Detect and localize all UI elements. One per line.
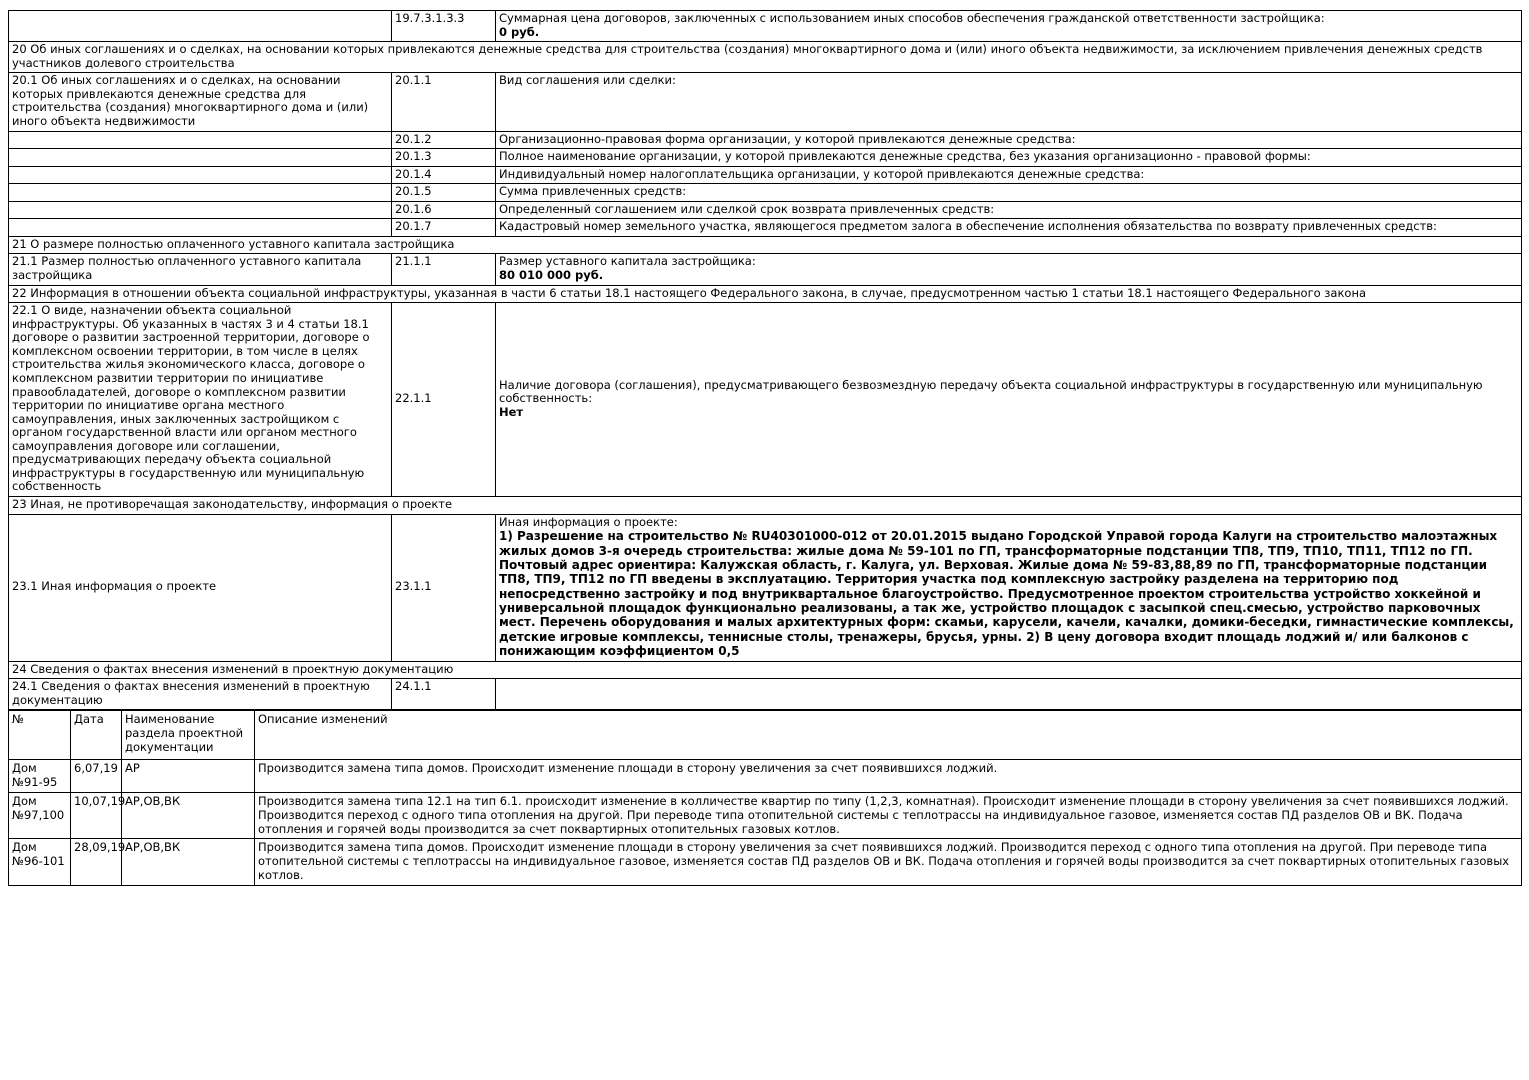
row-20-1-7-label-left	[9, 219, 392, 237]
section-24-header: 24 Сведения о фактах внесения изменений в проектную документацию	[9, 661, 1522, 679]
changes-row-description: Производится замена типа домов. Происходит изменение площади в сторону увеличения за счет появившихся лоджий.	[255, 760, 1522, 793]
table-row	[9, 184, 1522, 202]
table-row	[9, 166, 1522, 184]
row-20-1-3-text: Полное наименование организации, у которой привлекаются денежные средства, без указания организационно - правовой формы:	[496, 149, 1522, 167]
row-22-1-1-value: Нет	[499, 404, 524, 419]
row-22-1-1-code: 22.1.1	[392, 303, 496, 497]
row-19-content	[496, 11, 1522, 42]
changes-row-section: АР,ОВ,ВК	[122, 792, 255, 838]
row-23-1-1-text: 1) Разрешение на строительство № RU40301000-012 от 20.01.2015 выдано Городской Управой города Калуги на строительство малоэтажных жилых домов 3-я очередь строительства: жилые дома № 59-101 по ГП, трансформаторные подстанции ТП8, ТП9, ТП10, ТП11, ТП12 по ГП. Почтовый адрес ориентира: Калужская область, г. Калуга, ул. Верховая. Жилые дома № 59-83,88,89 по ГП, трансформаторные подстанции ТП8, ТП9, ТП12 по ГП введены в эксплуатацию. Территория участка под комплексную застройку разделена на территорию под непосредственно застройку и под внутриквартальное благоустройство. Предусмотренное проектом строительства устройство хоккейной и универсальной площадок функционально реализованы, а так же, устройство площадок с засыпкой спец.смесью, устройство парковочных мест. Перечень оборудования и малых архитектурных форм: скамьи, карусели, качели, качалки, домики-беседки, гимнастические комплексы, детские игровые комплексы, теннисные столы, тренажеры, брусья, урны. 2) В цену договора входит площадь лоджий и/ или балконов с понижающим коэффициентом 0,5	[499, 529, 1514, 659]
row-19-label: Суммарная цена договоров, заключенных с использованием иных способов обеспечения гражданской ответственности застройщика:	[499, 11, 1325, 25]
changes-header-date: Дата	[71, 711, 122, 760]
table-row	[9, 285, 1522, 303]
row-21-1-1-value: 80 010 000 руб.	[499, 268, 604, 282]
row-22-1-1-text: Наличие договора (соглашения), предусматривающего безвозмездную передачу объекта социальной инфраструктуры в государственную или муниципальную собственность:	[499, 377, 1483, 406]
changes-row-date: 6,07,19	[71, 760, 122, 793]
table-row	[9, 42, 1522, 73]
table-row	[9, 497, 1522, 515]
table-row	[9, 73, 1522, 131]
changes-row-description: Производится замена типа домов. Происходит изменение площади в сторону увеличения за счет появившихся лоджий. Производится переход с одного типа отопления на другой. При переводе типа отопительной системы с теплотрассы на индивидуальное газовое, изменяется состав ПД разделов ОВ и ВК. Подача отопления и горячей воды производится за счет поквартирных отопительных газовых котлов.	[255, 839, 1522, 885]
changes-table-header-row	[9, 711, 1522, 760]
project-declaration-table	[8, 10, 1522, 710]
table-row	[9, 303, 1522, 497]
section-21-1-label: 21.1 Размер полностью оплаченного уставного капитала застройщика	[9, 254, 392, 285]
row-23-1-1-title: Иная информация о проекте:	[499, 514, 678, 529]
table-row	[9, 514, 1522, 661]
row-20-1-1-text: Вид соглашения или сделки:	[496, 73, 1522, 131]
section-22-1-label: 22.1 О виде, назначении объекта социальной инфраструктуры. Об указанных в частях 3 и 4 статьи 18.1 договоре о развитии застроенной территории, договоре о комплексном освоении территории, в том числе в целях строительства жилья экономического класса, договоре о комплексном развитии территории по инициативе правообладателей, договоре о комплексном развитии территории по инициативе органа местного самоуправления, иных заключенных застройщиком с органом государственной власти или органом местного самоуправления договоре или соглашении, предусматривающих передачу объекта социальной инфраструктуры в государственную или муниципальную собственность	[9, 303, 392, 497]
section-20-1-label: 20.1 Об иных соглашениях и о сделках, на основании которых привлекаются денежные средства для строительства (создания) многоквартирного дома и (или) иного объекта недвижимости	[9, 73, 392, 131]
section-23-header: 23 Иная, не противоречащая законодательству, информация о проекте	[9, 497, 1522, 515]
table-row	[9, 201, 1522, 219]
section-24-1-label: 24.1 Сведения о фактах внесения изменений в проектную документацию	[9, 679, 392, 710]
row-20-1-5-code: 20.1.5	[392, 184, 496, 202]
section-21-header: 21 О размере полностью оплаченного уставного капитала застройщика	[9, 236, 1522, 254]
row-23-1-1-code: 23.1.1	[392, 514, 496, 661]
changes-row-section: АР,ОВ,ВК	[122, 839, 255, 885]
changes-row-num: Дом №96-101	[9, 839, 71, 885]
row-20-1-2-text: Организационно-правовая форма организации, у которой привлекаются денежные средства:	[496, 131, 1522, 149]
row-20-1-3-code: 20.1.3	[392, 149, 496, 167]
row-20-1-6-text: Определенный соглашением или сделкой срок возврата привлеченных средств:	[496, 201, 1522, 219]
section-23-1-label: 23.1 Иная информация о проекте	[9, 514, 392, 661]
changes-row-description: Производится замена типа 12.1 на тип 6.1. происходит изменение в колличестве квартир по типу (1,2,3, комнатная). Происходит изменение площади в сторону увеличения за счет появившихся лоджий. Производится переход с одного типа отопления на другой. При переводе типа отопительной системы с теплотрассы на индивидуальное газовое, изменяется состав ПД разделов ОВ и ВК. Подача отопления и горячей воды производится за счет поквартирных отопительных газовых котлов.	[255, 792, 1522, 838]
table-row	[9, 131, 1522, 149]
row-20-1-2-code: 20.1.2	[392, 131, 496, 149]
table-row	[9, 679, 1522, 710]
row-20-1-3-label-left	[9, 149, 392, 167]
table-row	[9, 219, 1522, 237]
row-19-label-left	[9, 11, 392, 42]
row-20-1-6-code: 20.1.6	[392, 201, 496, 219]
row-20-1-7-text: Кадастровый номер земельного участка, являющегося предметом залога в обеспечение исполнения обязательства по возврату привлеченных средств:	[496, 219, 1522, 237]
row-24-1-1-code: 24.1.1	[392, 679, 496, 710]
table-row	[9, 760, 1522, 793]
changes-header-description: Описание изменений	[255, 711, 1522, 760]
row-20-1-2-label-left	[9, 131, 392, 149]
changes-table	[8, 710, 1522, 885]
row-20-1-5-label-left	[9, 184, 392, 202]
table-row	[9, 839, 1522, 885]
table-row	[9, 149, 1522, 167]
row-20-1-1-code: 20.1.1	[392, 73, 496, 131]
changes-row-num: Дом №97,100	[9, 792, 71, 838]
row-23-1-1-content	[496, 514, 1522, 661]
changes-row-date: 10,07,19	[71, 792, 122, 838]
table-row	[9, 236, 1522, 254]
row-21-1-1-code: 21.1.1	[392, 254, 496, 285]
row-20-1-5-text: Сумма привлеченных средств:	[496, 184, 1522, 202]
row-20-1-4-label-left	[9, 166, 392, 184]
table-row	[9, 792, 1522, 838]
row-19-code: 19.7.3.1.3.3	[392, 11, 496, 42]
row-20-1-4-code: 20.1.4	[392, 166, 496, 184]
row-24-1-1-value	[496, 679, 1522, 710]
changes-row-section: АР	[122, 760, 255, 793]
row-20-1-7-code: 20.1.7	[392, 219, 496, 237]
table-row	[9, 254, 1522, 285]
table-row	[9, 11, 1522, 42]
row-20-1-4-text: Индивидуальный номер налогоплательщика организации, у которой привлекаются денежные средства:	[496, 166, 1522, 184]
changes-row-date: 28,09,19	[71, 839, 122, 885]
changes-header-section: Наименование раздела проектной документации	[122, 711, 255, 760]
row-19-value: 0 руб.	[499, 24, 540, 39]
section-22-header: 22 Информация в отношении объекта социальной инфраструктуры, указанная в части 6 статьи 18.1 настоящего Федерального закона, в случае, предусмотренном частью 1 статьи 18.1 настоящего Федерального закона	[9, 285, 1522, 303]
section-20-header: 20 Об иных соглашениях и о сделках, на основании которых привлекаются денежные средства для строительства (создания) многоквартирного дома и (или) иного объекта недвижимости, за исключением привлечения денежных средств участников долевого строительства	[9, 42, 1522, 73]
row-20-1-6-label-left	[9, 201, 392, 219]
row-21-1-1-content	[496, 254, 1522, 285]
row-21-1-1-text: Размер уставного капитала застройщика:	[499, 254, 756, 269]
changes-header-num: №	[9, 711, 71, 760]
table-row	[9, 661, 1522, 679]
changes-row-num: Дом №91-95	[9, 760, 71, 793]
row-22-1-1-content	[496, 303, 1522, 497]
